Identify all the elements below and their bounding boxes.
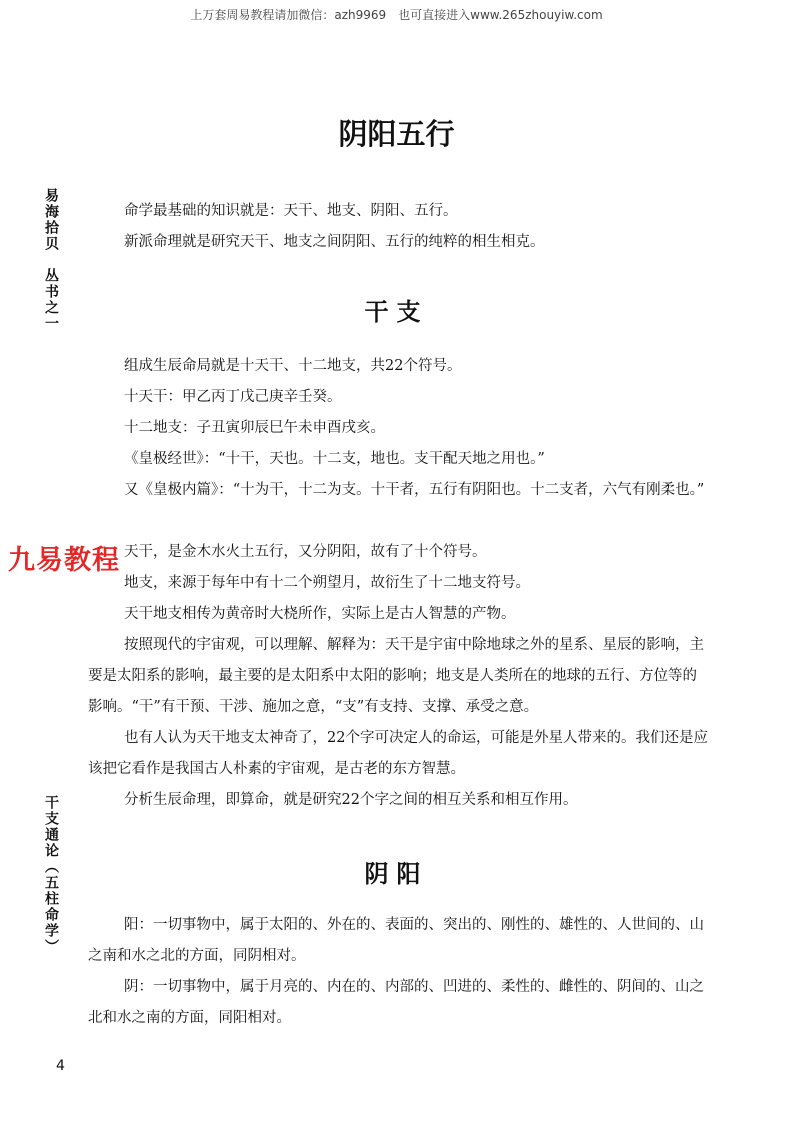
body-paragraph: 分析生辰命理，即算命，就是研究22个字之间的相互关系和相互作用。 <box>124 792 578 808</box>
intro-paragraph: 命学最基础的知识就是：天干、地支、阴阳、五行。 <box>124 203 458 219</box>
body-paragraph: 天干，是金木水火土五行，又分阴阳，故有了十个符号。 <box>124 544 487 560</box>
body-paragraph: 十天干：甲乙丙丁戊己庚辛壬癸。 <box>124 389 342 405</box>
body-paragraph: 按照现代的宇宙观，可以理解、解释为：天干是宇宙中除地球之外的星系、星辰的影响，主要是太阳系的影响，最主要的是太阳系中太阳的影响；地支是人类所在的地球的五行、方位等的影响。“干”有干预、干涉、施加之意，“支”有支持、支撑、承受之意。 <box>88 637 704 715</box>
page-number: 4 <box>56 1058 65 1074</box>
body-paragraph: 也有人认为天干地支太神奇了，22个字可决定人的命运，可能是外星人带来的。我们还是应该把它看作是我国古人朴素的宇宙观，是古老的东方智慧。 <box>88 730 708 777</box>
side-series-label: 易海拾贝 丛书之一 <box>43 188 59 332</box>
body-paragraph: 又《皇极内篇》：“十为干，十二为支。十干者，五行有阴阳也。十二支者，六气有刚柔也。” <box>124 482 705 498</box>
body-paragraph: 《皇极经世》：“十干，天也。十二支，地也。支干配天地之用也。” <box>124 451 545 467</box>
section-heading-yinyang: 阴阳 <box>364 859 429 888</box>
body-paragraph: 天干地支相传为黄帝时大桡所作，实际上是古人智慧的产物。 <box>124 606 516 622</box>
watermark-logo: 九易教程 <box>6 538 122 577</box>
intro-paragraph: 新派命理就是研究天干、地支之间阴阳、五行的纯粹的相生相克。 <box>124 234 545 250</box>
body-paragraph: 阴：一切事物中，属于月亮的、内在的、内部的、凹进的、柔性的、雌性的、阴间的、山之北和水之南的方面，同阳相对。 <box>88 979 704 1026</box>
body-paragraph: 地支，来源于每年中有十二个朔望月，故衍生了十二地支符号。 <box>124 575 530 591</box>
body-paragraph: 组成生辰命局就是十天干、十二地支，共22个符号。 <box>124 358 462 374</box>
page-title: 阴阳五行 <box>338 117 455 151</box>
side-book-label: 干支通论（五柱命学） <box>43 795 59 955</box>
header-note: 上万套周易教程请加微信：azh9969 也可直接进入www.265zhouyiw.com <box>190 8 603 22</box>
section-heading-ganzhi: 干支 <box>364 297 429 326</box>
body-paragraph: 阳：一切事物中，属于太阳的、外在的、表面的、突出的、刚性的、雄性的、人世间的、山之南和水之北的方面，同阴相对。 <box>88 917 704 964</box>
body-paragraph: 十二地支：子丑寅卯辰巳午未申酉戌亥。 <box>124 420 385 436</box>
